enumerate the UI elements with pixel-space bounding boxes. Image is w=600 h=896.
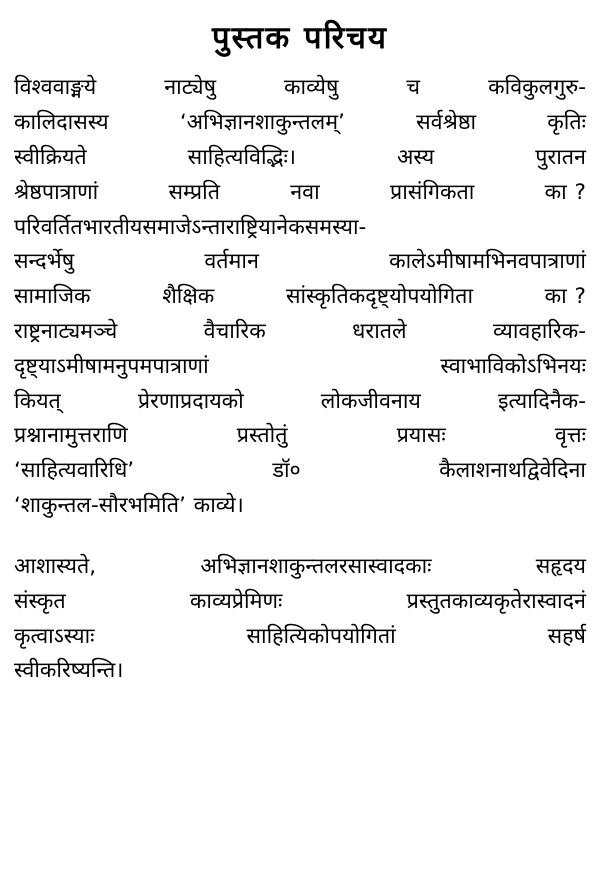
text-line (14, 106, 586, 141)
text-chunk: प्रेरणाप्रदायको (137, 388, 244, 414)
text-line (14, 71, 586, 106)
text-line (14, 141, 586, 176)
text-chunk: प्रस्तुतकाव्यकृतेरास्वादनं (406, 588, 586, 614)
text-chunk: प्रासंगिकता (389, 179, 475, 205)
text-chunk: प्रयासः (396, 423, 446, 449)
text-chunk: कृतिः (547, 110, 586, 136)
text-chunk: काव्येषु (284, 75, 339, 101)
intro-paragraph (14, 71, 586, 524)
text-chunk: वैचारिक (203, 318, 266, 344)
text-line (14, 350, 586, 385)
text-chunk: सर्वश्रेष्ठा (416, 110, 477, 136)
closing-paragraph (14, 550, 586, 689)
text-chunk: अस्य (396, 144, 435, 170)
text-chunk: श्रेष्ठपात्राणां (14, 179, 99, 205)
text-chunk: सहृदय (535, 553, 586, 579)
text-chunk: पुरातन (535, 144, 586, 170)
text-chunk: सहर्ष (547, 623, 586, 649)
paragraph-spacer (14, 540, 586, 550)
text-chunk: कालिदासस्य (14, 110, 109, 136)
text-chunk: दृष्ट्याऽमीषामनुपमपात्राणां (14, 353, 209, 379)
text-chunk: कृत्वाऽस्याः (14, 623, 95, 649)
text-chunk: लोकजीवनाय (320, 388, 421, 414)
text-chunk: वृत्तः (554, 423, 586, 449)
text-chunk: शैक्षिक (162, 284, 215, 310)
text-chunk: संस्कृत (14, 588, 66, 614)
text-chunk: व्यावहारिक- (493, 318, 586, 344)
text-chunk: सामाजिक (14, 284, 91, 310)
text-line (14, 454, 586, 489)
text-chunk: स्वीक्रियते (14, 144, 87, 170)
text-line (14, 315, 586, 350)
text-chunk: स्वाभाविकोऽभिनयः (440, 353, 586, 379)
text-line (14, 620, 586, 655)
text-chunk: इत्यादिनैक- (497, 388, 586, 414)
text-chunk: नाट्येषु (164, 75, 217, 101)
text-line: स्वीकरिष्यन्ति। (14, 658, 124, 684)
text-line (14, 385, 586, 420)
text-chunk: ‘साहित्यवारिधि’ (14, 458, 135, 484)
text-line (14, 176, 586, 211)
text-chunk: साहित्यिकोपयोगितां (246, 623, 396, 649)
text-chunk: आशास्यते, (14, 553, 97, 579)
text-line (14, 245, 586, 280)
text-chunk: काव्यप्रेमिणः (189, 588, 283, 614)
text-chunk: वर्तमान (204, 249, 259, 275)
text-chunk: कियत् (14, 388, 61, 414)
text-line (14, 280, 586, 315)
text-chunk: कैलाशनाथद्विवेदिना (439, 458, 586, 484)
text-chunk: अभिज्ञानशाकुन्तलरसास्वादकाः (200, 553, 432, 579)
text-line (14, 419, 586, 454)
text-chunk: सम्प्रति (168, 179, 220, 205)
page-title: पुस्तक परिचय (212, 20, 388, 56)
text-chunk: च (406, 75, 421, 101)
text-line: ‘शाकुन्तल-सौरभमिति’ काव्ये। (14, 493, 244, 519)
text-chunk: नवा (290, 179, 320, 205)
text-chunk: राष्ट्रनाट्यमञ्चे (14, 318, 118, 344)
text-line (14, 550, 586, 585)
text-line (14, 585, 586, 620)
text-chunk: का ? (544, 284, 586, 310)
text-chunk: साहित्यविद्भिः। (187, 144, 297, 170)
text-chunk: कविकुलगुरु- (488, 75, 586, 101)
text-chunk: प्रस्तोतुं (236, 423, 288, 449)
text-line: परिवर्तितभारतीयसमाजेऽन्ताराष्ट्रियानेकसमस्या- (14, 214, 367, 240)
text-chunk: डॉ० (272, 458, 301, 484)
text-chunk: विश्ववाङ्मये (14, 75, 97, 101)
text-chunk: प्रश्नानामुत्तराणि (14, 423, 128, 449)
text-chunk: सन्दर्भेषु (14, 249, 75, 275)
text-chunk: सांस्कृतिकदृष्ट्योपयोगिता (285, 284, 474, 310)
text-chunk: धरातले (352, 318, 407, 344)
text-chunk: कालेऽमीषामभिनवपात्राणां (389, 249, 586, 275)
text-chunk: का ? (544, 179, 586, 205)
text-chunk: ‘अभिज्ञानशाकुन्तलम्’ (179, 110, 345, 136)
